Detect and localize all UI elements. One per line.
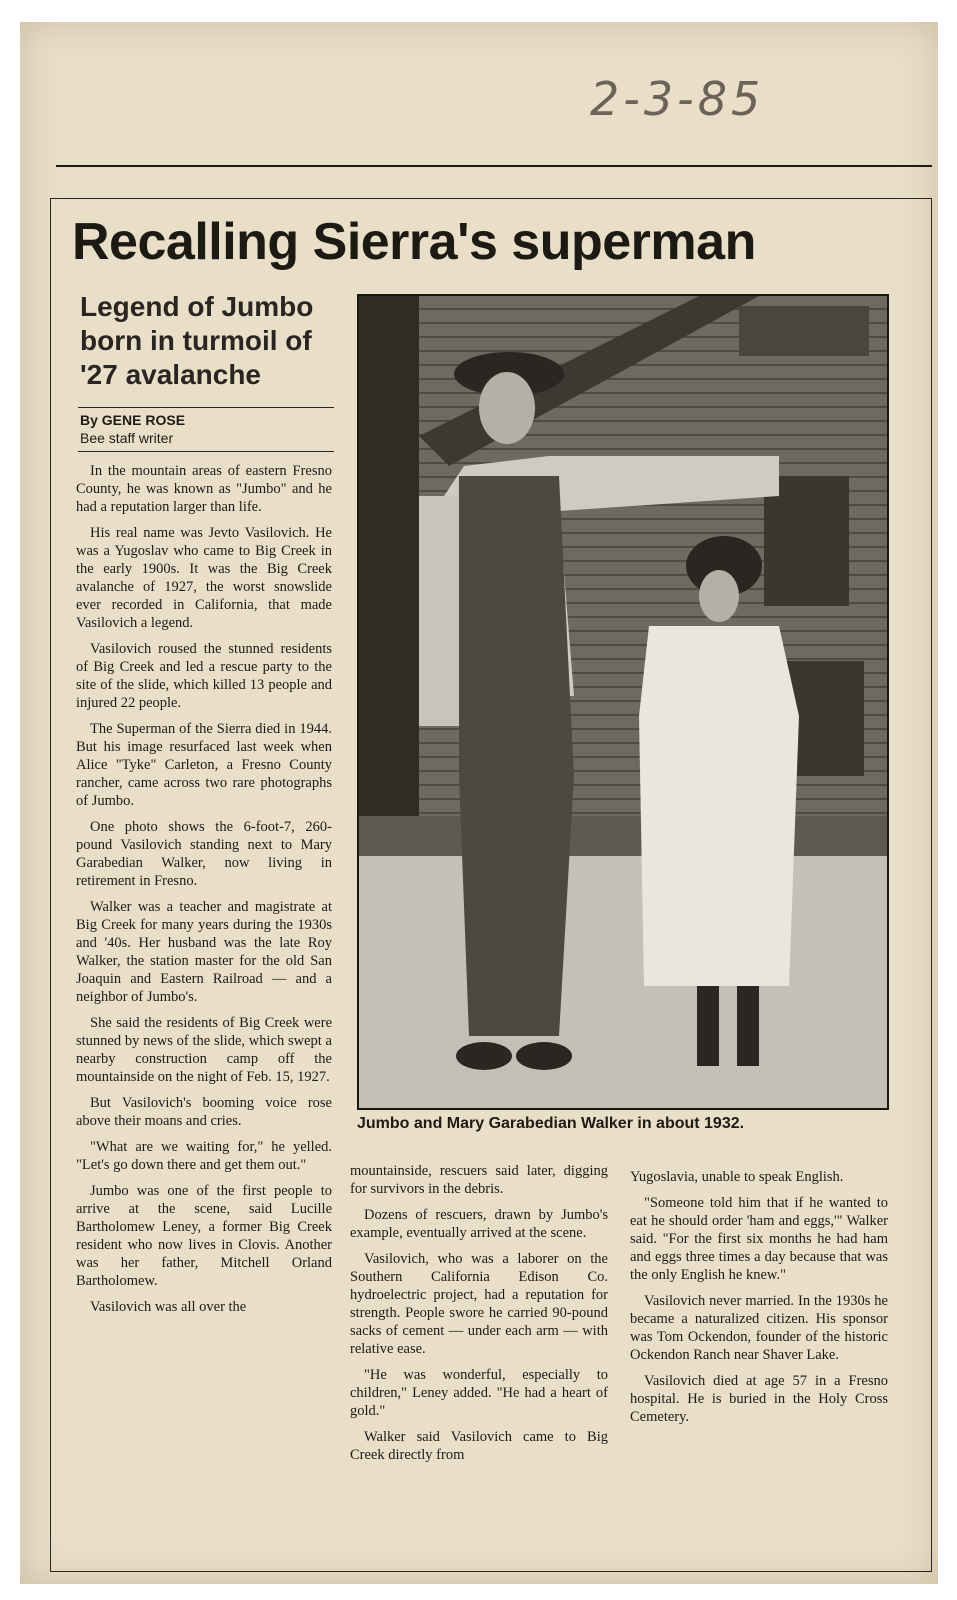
paragraph: Walker said Vasilovich came to Big Creek directly from	[350, 1429, 608, 1463]
paragraph: "What are we waiting for," he yelled. "Let's go down there and get them out."	[76, 1139, 332, 1173]
headline: Recalling Sierra's superman	[72, 213, 756, 271]
staff-title: Bee staff writer	[80, 430, 174, 446]
paragraph: Yugoslavia, unable to speak English.	[630, 1169, 844, 1185]
paragraph: mountainside, rescuers said later, digging for survivors in the debris.	[350, 1163, 608, 1197]
paragraph: But Vasilovich's booming voice rose above their moans and cries.	[76, 1095, 332, 1129]
subhead: Legend of Jumbo born in turmoil of '27 avalanche	[80, 291, 314, 390]
handwritten-date: 2-3-85	[590, 72, 765, 126]
paragraph: "He was wonderful, especially to children," Leney added. "He had a heart of gold."	[350, 1367, 608, 1419]
paragraph: Vasilovich never married. In the 1930s he became a naturalized citizen. His sponsor was Tom Ockendon, founder of the historic Ockendon Ranch near Shaver Lake.	[630, 1293, 888, 1363]
paragraph: Vasilovich was all over the	[90, 1299, 247, 1315]
column-1	[76, 462, 332, 1324]
paragraph: One photo shows the 6-foot-7, 260-pound Vasilovich standing next to Mary Garabedian Walker, now living in retirement in Fresno.	[76, 819, 332, 889]
top-rule	[56, 165, 932, 167]
paragraph: Vasilovich died at age 57 in a Fresno hospital. He is buried in the Holy Cross Cemetery.	[630, 1373, 888, 1425]
paragraph: Vasilovich roused the stunned residents of Big Creek and led a rescue party to the site of the slide, which killed 13 people and injured 22 people.	[76, 641, 332, 711]
byline-rule-bottom	[78, 451, 334, 452]
paragraph: She said the residents of Big Creek were stunned by news of the slide, which swept a nearby construction camp off the mountainside on the night of Feb. 15, 1927.	[76, 1015, 332, 1085]
column-2	[350, 1162, 608, 1472]
paragraph: Walker was a teacher and magistrate at Big Creek for many years during the 1930s and '40s. Her husband was the late Roy Walker, the station master for the old San Joaquin and Eastern Railroad — and a neighbor of Jumbo's.	[76, 899, 332, 1005]
byline: By GENE ROSE	[80, 412, 186, 428]
photo-caption: Jumbo and Mary Garabedian Walker in about 1932.	[357, 1115, 745, 1132]
paragraph: His real name was Jevto Vasilovich. He was a Yugoslav who came to Big Creek in the early 1900s. It was the Big Creek avalanche of 1927, the worst snowslide ever recorded in California, that made Vasilovich a legend.	[76, 525, 332, 631]
paragraph: Vasilovich, who was a laborer on the Southern California Edison Co. hydroelectric project, had a reputation for strength. People swore he carried 90-pound sacks of cement — under each arm — with relative ease.	[350, 1251, 608, 1357]
column-3	[630, 1168, 888, 1434]
paragraph: The Superman of the Sierra died in 1944. But his image resurfaced last week when Alice "Tyke" Carleton, a Fresno County rancher, came across two rare photographs of Jumbo.	[76, 721, 332, 809]
photo-jumbo-and-walker	[357, 294, 889, 1110]
byline-rule-top	[78, 407, 334, 408]
paragraph: "Someone told him that if he wanted to eat he should order 'ham and eggs,'" Walker said. "For the first six months he had ham and eggs three times a day because that was the only English he knew."	[630, 1195, 888, 1283]
paragraph: Dozens of rescuers, drawn by Jumbo's example, eventually arrived at the scene.	[350, 1207, 608, 1241]
paragraph: Jumbo was one of the first people to arrive at the scene, said Lucille Bartholomew Leney, a former Big Creek resident who now lives in Clovis. Another was her father, Mitchell Orland Bartholomew.	[76, 1183, 332, 1289]
paragraph: In the mountain areas of eastern Fresno County, he was known as "Jumbo" and he had a reputation larger than life.	[76, 463, 332, 515]
